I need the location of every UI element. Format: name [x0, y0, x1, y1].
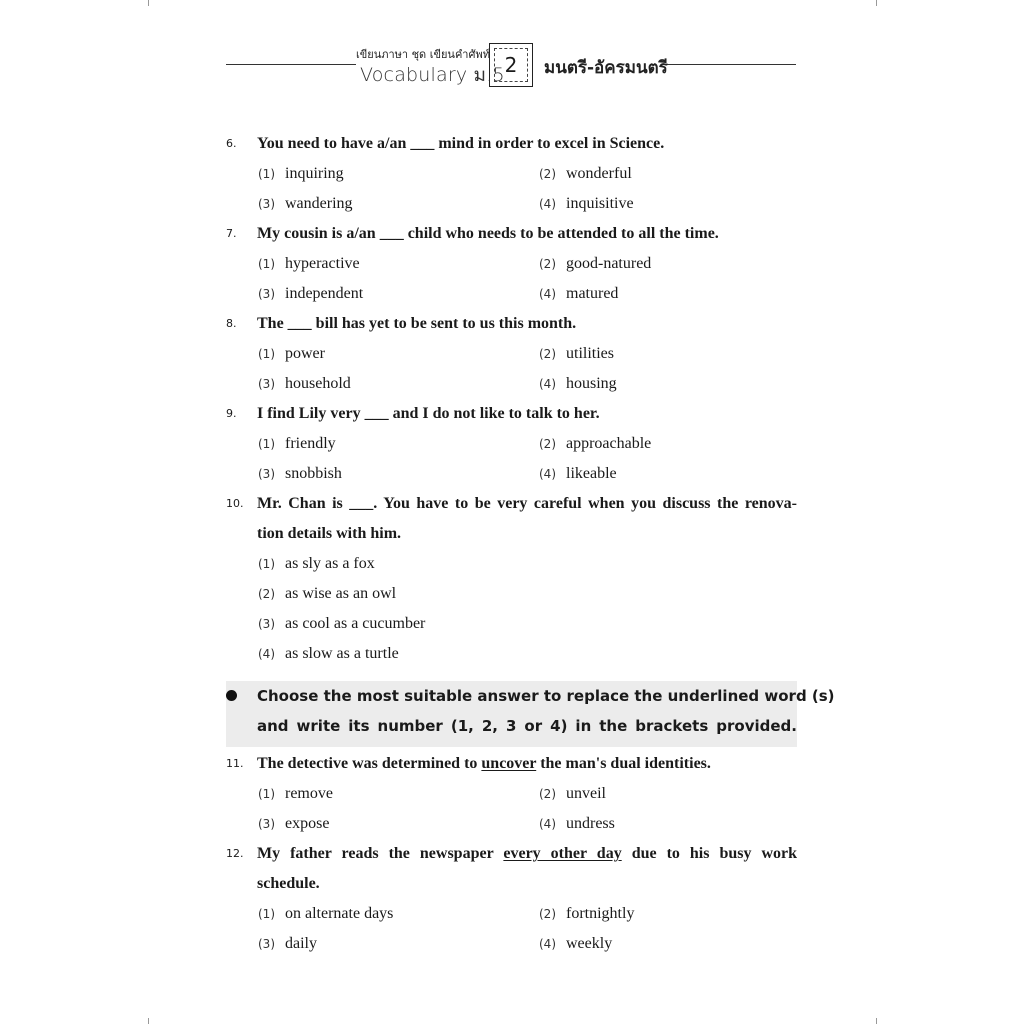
option: (2) good-natured	[539, 255, 652, 272]
option: (1) friendly	[258, 435, 336, 452]
bullet-icon	[226, 690, 237, 701]
option: (1) power	[258, 345, 325, 362]
underlined-phrase: every other day	[503, 845, 622, 862]
option: (2) unveil	[539, 785, 606, 802]
instruction-line-1: Choose the most suitable answer to replace the underlined word (s)	[257, 687, 835, 705]
question-number: 9.	[226, 407, 237, 420]
question-text: My cousin is a/an ___ child who needs to be attended to all the time.	[257, 225, 719, 242]
option: (1) on alternate days	[258, 905, 394, 922]
instruction-line-2: and write its number (1, 2, 3 or 4) in the brackets provided.	[257, 717, 797, 735]
option: (2) as wise as an owl	[258, 585, 397, 602]
option: (1) hyperactive	[258, 255, 360, 272]
question-number: 10.	[226, 497, 244, 510]
header-rule-right	[664, 64, 796, 65]
option: (2) fortnightly	[539, 905, 635, 922]
option: (4) matured	[539, 285, 619, 302]
option: (4) as slow as a turtle	[258, 645, 399, 662]
question-text-continued: tion details with him.	[257, 525, 402, 542]
option: (1) remove	[258, 785, 333, 802]
header-series: เขียนภาษา ชุด เขียนคำศัพท์	[356, 48, 490, 61]
option: (3) independent	[258, 285, 364, 302]
question-number: 6.	[226, 137, 237, 150]
question-text: I find Lily very ___ and I do not like to talk to her.	[257, 405, 600, 422]
option: (2) approachable	[539, 435, 652, 452]
question-text: You need to have a/an ___ mind in order to excel in Science.	[257, 135, 665, 152]
question-number: 11.	[226, 757, 244, 770]
option: (3) as cool as a cucumber	[258, 615, 426, 632]
option: (2) wonderful	[539, 165, 632, 182]
header-rule-left	[226, 64, 356, 65]
option: (3) snobbish	[258, 465, 342, 482]
option: (1) inquiring	[258, 165, 344, 182]
option: (3) wandering	[258, 195, 353, 212]
underlined-word: uncover	[481, 755, 537, 772]
header-brand: มนตรี-อัครมนตรี	[544, 58, 668, 78]
question-text: My father reads the newspaper every other day due to his busy work	[257, 845, 798, 862]
crop-mark	[148, 0, 149, 6]
question-number: 7.	[226, 227, 237, 240]
question-text: The detective was determined to uncover the man's dual identities.	[257, 755, 711, 772]
question-text: The ___ bill has yet to be sent to us this month.	[257, 315, 577, 332]
question-number: 8.	[226, 317, 237, 330]
crop-mark	[876, 0, 877, 6]
option: (2) utilities	[539, 345, 614, 362]
question-text: Mr. Chan is ___. You have to be very careful when you discuss the renova-	[257, 495, 797, 512]
option: (4) housing	[539, 375, 617, 392]
option: (4) weekly	[539, 935, 613, 952]
option: (4) inquisitive	[539, 195, 634, 212]
page-number-box	[489, 43, 533, 87]
crop-mark	[876, 1018, 877, 1024]
option: (3) daily	[258, 935, 317, 952]
crop-mark	[148, 1018, 149, 1024]
page-number: 2	[494, 48, 528, 82]
option: (3) expose	[258, 815, 330, 832]
option: (4) likeable	[539, 465, 617, 482]
header-title: Vocabulary ม.5	[360, 64, 505, 86]
option: (4) undress	[539, 815, 615, 832]
question-text-continued: schedule.	[257, 875, 320, 892]
question-number: 12.	[226, 847, 244, 860]
option: (3) household	[258, 375, 351, 392]
option: (1) as sly as a fox	[258, 555, 375, 572]
